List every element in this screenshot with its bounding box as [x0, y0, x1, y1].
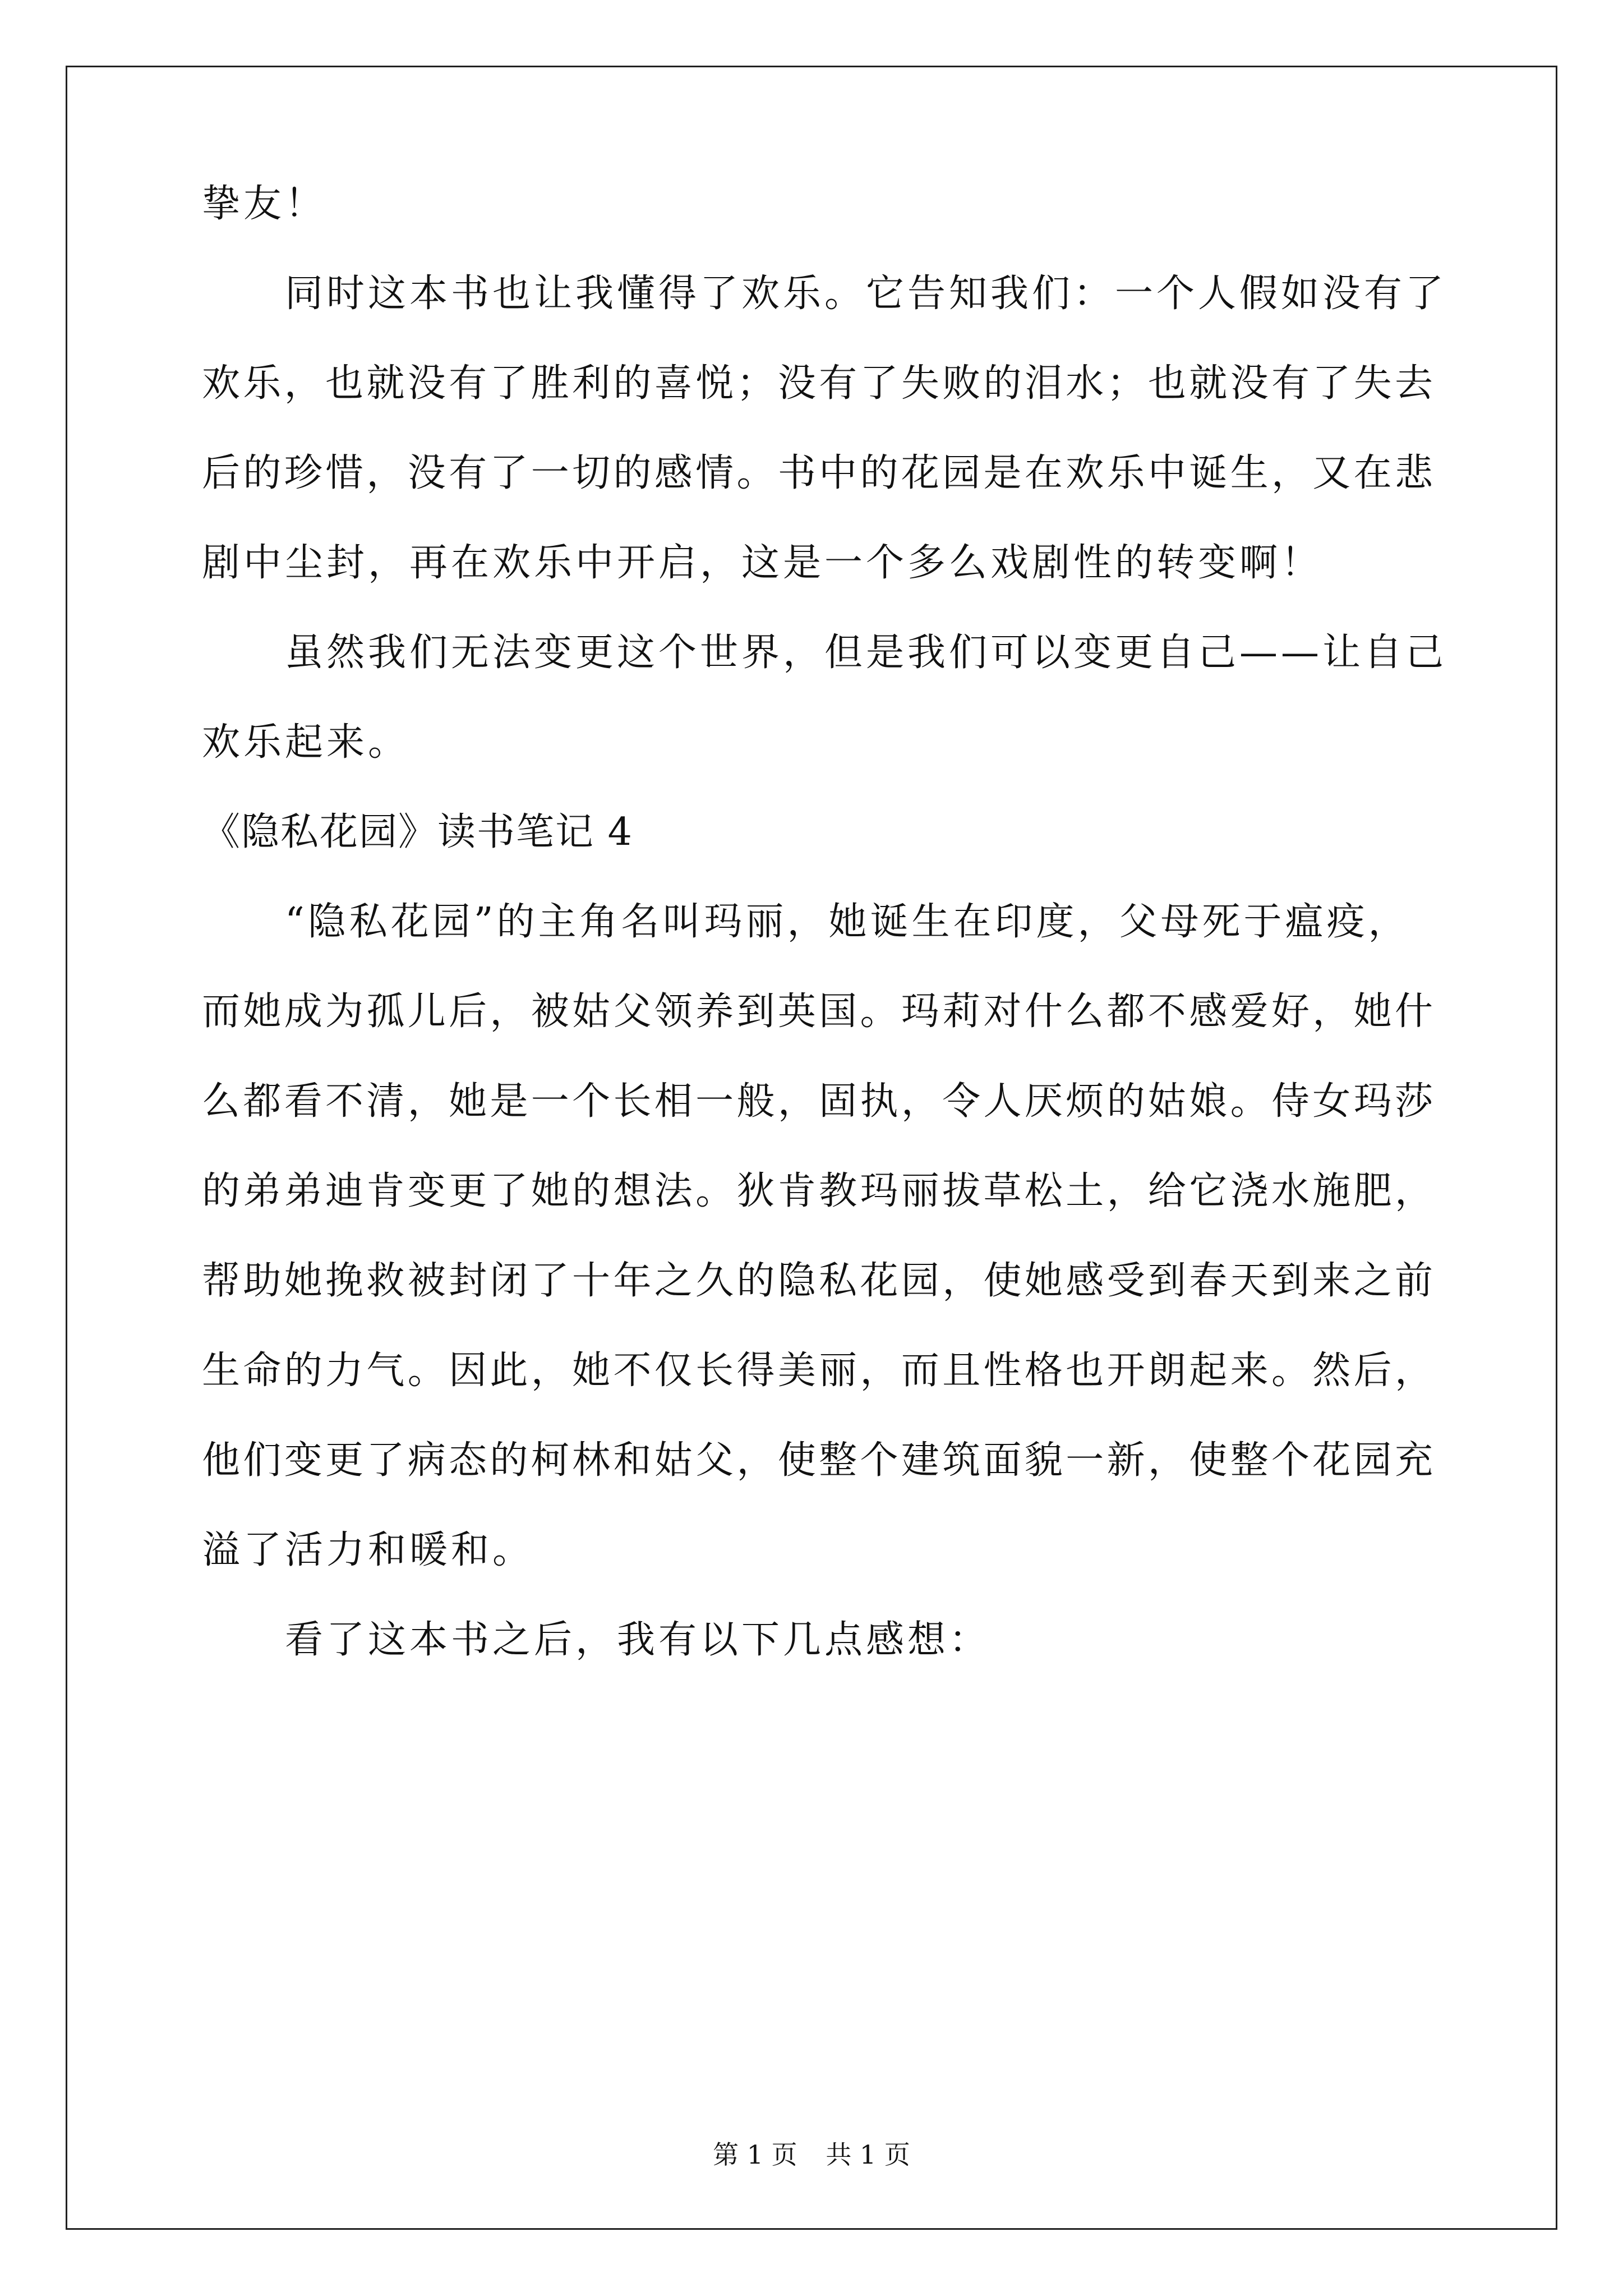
text-line: 他们变更了病态的柯林和姑父，使整个建筑面貌一新，使整个花园充 [202, 1438, 1433, 1483]
text-line: 欢乐起来。 [202, 720, 410, 765]
text-line: 溢了活力和暖和。 [202, 1528, 534, 1572]
text-line: 帮助她挽救被封闭了十年之久的隐私花园，使她感受到春天到来之前 [202, 1259, 1433, 1303]
page-total: 共 1 页 [826, 2139, 910, 2170]
text-line: 而她成为孤儿后，被姑父领养到英国。玛莉对什么都不感爱好，她什 [202, 990, 1433, 1034]
text-line: 同时这本书也让我懂得了欢乐。它告知我们：一个人假如没有了 [285, 272, 1447, 316]
text-line: 么都看不清，她是一个长相一般，固执，令人厌烦的姑娘。侍女玛莎 [202, 1079, 1433, 1124]
page-number: 第 1 页 [713, 2139, 797, 2170]
section-heading: 《隐私花园》读书笔记 4 [202, 810, 633, 854]
text-line: 的弟弟迪肯变更了她的想法。狄肯教玛丽拔草松土，给它浇水施肥， [202, 1169, 1433, 1213]
text-line: 后的珍惜，没有了一切的感情。书中的花园是在欢乐中诞生，又在悲 [202, 451, 1433, 495]
text-line: 挚友！ [202, 182, 327, 226]
document-body [202, 182, 1447, 1711]
text-line: “隐私花园”的主角名叫玛丽，她诞生在印度，父母死于瘟疫， [285, 900, 1410, 944]
text-line: 生命的力气。因此，她不仅长得美丽，而且性格也开朗起来。然后， [202, 1349, 1433, 1393]
text-line: 虽然我们无法变更这个世界，但是我们可以变更自己——让自己 [285, 631, 1447, 675]
text-line: 剧中尘封，再在欢乐中开启，这是一个多么戏剧性的转变啊！ [202, 541, 1323, 585]
text-line: 看了这本书之后，我有以下几点感想： [285, 1618, 991, 1662]
text-line: 欢乐，也就没有了胜利的喜悦；没有了失败的泪水；也就没有了失去 [202, 361, 1433, 406]
page-footer [0, 2139, 1623, 2170]
